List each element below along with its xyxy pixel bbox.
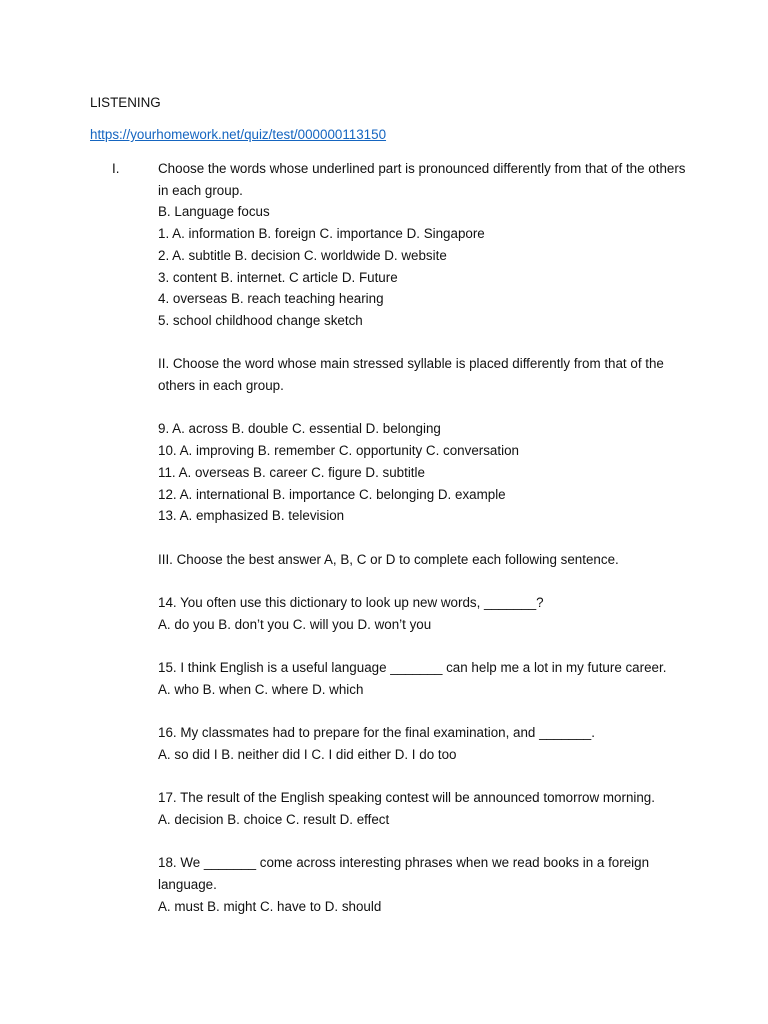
spacer [158,527,688,549]
question-2: 2. A. subtitle B. decision C. worldwide D. website [158,247,447,263]
question-17: 17. The result of the English speaking contest will be announced tomorrow morning. [158,790,655,806]
question-16: 16. My classmates had to prepare for the final examination, and _______. [158,725,595,741]
question-9: 9. A. across B. double C. essential D. belonging [158,421,441,437]
question-5: 5. school childhood change sketch [158,312,363,328]
section-number: I. [112,161,120,176]
question-18: 18. We _______ come across interesting phrases when we read books in a foreign language. [158,855,650,893]
question-10: 10. A. improving B. remember C. opportunity C. conversation [158,443,519,459]
question-12: 12. A. international B. importance C. belonging D. example [158,486,506,502]
section-1-instruction: Choose the words whose underlined part is pronounced differently from that of the others in each group. [158,161,686,198]
question-13: 13. A. emphasized B. television [158,508,345,524]
question-3: 3. content B. internet. C article D. Future [158,269,398,285]
spacer [158,397,688,419]
section-3-instruction: III. Choose the best answer A, B, C or D to complete each following sentence. [158,551,619,567]
question-1: 1. A. information B. foreign C. importance D. Singapore [158,226,485,242]
question-content [158,158,688,917]
question-11: 11. A. overseas B. career C. figure D. subtitle [158,464,425,480]
spacer [158,570,688,592]
quiz-link[interactable]: https://yourhomework.net/quiz/test/000000113150 [90,127,387,142]
spacer [158,701,688,723]
question-14-options: A. do you B. don’t you C. will you D. won’t you [158,616,432,632]
page-heading: LISTENING [90,95,161,110]
spacer [158,332,688,354]
question-4: 4. overseas B. reach teaching hearing [158,291,384,307]
question-15-options: A. who B. when C. where D. which [158,681,364,697]
question-14: 14. You often use this dictionary to look up new words, _______? [158,595,544,610]
question-18-options: A. must B. might C. have to D. should [158,898,382,914]
spacer [158,831,688,853]
spacer [158,766,688,788]
spacer [158,635,688,657]
question-17-options: A. decision B. choice C. result D. effect [158,811,390,827]
question-15: 15. I think English is a useful language _______ can help me a lot in my future career. [158,660,667,676]
section-2-instruction: II. Choose the word whose main stressed syllable is placed differently from that of the others in each group. [158,356,664,394]
language-focus-heading: B. Language focus [158,204,270,220]
question-16-options: A. so did I B. neither did I C. I did either D. I do too [158,746,457,762]
